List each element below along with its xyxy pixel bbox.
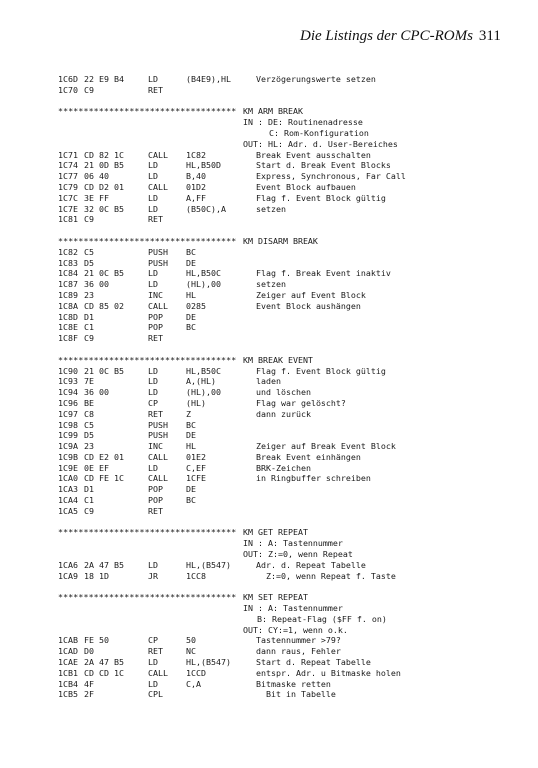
code-line <box>0 679 538 690</box>
comment: Break Event ausschalten <box>256 149 371 160</box>
address: 1CAD <box>58 646 78 657</box>
blank-line <box>0 225 538 236</box>
opcode-bytes: CD E2 01 <box>84 451 124 462</box>
separator-stars: *********************************** <box>58 527 237 538</box>
operand: C,EF <box>186 462 206 473</box>
separator-stars: *********************************** <box>58 592 237 603</box>
code-line <box>0 409 538 420</box>
mnemonic: POP <box>148 495 163 506</box>
opcode-bytes: 22 E9 B4 <box>84 74 124 84</box>
operand: A,FF <box>186 192 206 203</box>
opcode-bytes: CD CD 1C <box>84 667 124 678</box>
code-line <box>0 376 538 387</box>
comment: Start d. Repeat Tabelle <box>256 657 371 668</box>
parameter-text: IN : DE: Routinenadresse <box>243 117 363 128</box>
mnemonic: CALL <box>148 451 168 462</box>
blank-line <box>0 581 538 592</box>
mnemonic: CALL <box>148 667 168 678</box>
operand: HL <box>186 289 196 300</box>
address: 1CA3 <box>58 484 78 495</box>
opcode-bytes: C9 <box>84 505 94 516</box>
address: 1C87 <box>58 279 78 290</box>
address: 1C89 <box>58 289 78 300</box>
code-line <box>0 452 538 463</box>
mnemonic: LD <box>148 74 158 84</box>
operand: A,(HL) <box>186 376 216 387</box>
address: 1C74 <box>58 160 78 171</box>
code-line <box>0 247 538 258</box>
comment: in Ringbuffer schreiben <box>256 473 371 484</box>
code-line <box>0 366 538 377</box>
mnemonic: PUSH <box>148 430 168 441</box>
mnemonic: CP <box>148 397 158 408</box>
address: 1C83 <box>58 257 78 268</box>
code-line <box>0 657 538 668</box>
operand: DE <box>186 257 196 268</box>
code-line <box>0 635 538 646</box>
address: 1CAE <box>58 657 78 668</box>
parameter-info <box>0 139 538 150</box>
blank-line <box>0 96 538 107</box>
separator-stars: *********************************** <box>58 354 237 365</box>
opcode-bytes: 06 40 <box>84 171 109 182</box>
address: 1C8E <box>58 322 78 333</box>
code-line <box>0 193 538 204</box>
comment: Bitmaske retten <box>256 678 331 689</box>
header-title: Die Listings der CPC-ROMs <box>300 28 473 44</box>
assembly-listing <box>0 74 538 700</box>
operand: HL <box>186 441 196 452</box>
code-line <box>0 689 538 700</box>
mnemonic: LD <box>148 462 158 473</box>
section-title: KM DISARM BREAK <box>243 235 318 246</box>
mnemonic: RET <box>148 214 163 225</box>
opcode-bytes: 4F <box>84 678 94 689</box>
opcode-bytes: C5 <box>84 246 94 257</box>
operand: HL,(B547) <box>186 559 231 570</box>
address: 1CB5 <box>58 689 78 700</box>
operand: DE <box>186 311 196 322</box>
opcode-bytes: C9 <box>84 333 94 344</box>
code-line <box>0 74 538 85</box>
code-line <box>0 387 538 398</box>
comment: Start d. Break Event Blocks <box>256 160 391 171</box>
operand: Z <box>186 408 191 419</box>
address: 1C9B <box>58 451 78 462</box>
address: 1CA9 <box>58 570 78 581</box>
address: 1CA4 <box>58 495 78 506</box>
opcode-bytes: D5 <box>84 257 94 268</box>
blank-line <box>0 344 538 355</box>
opcode-bytes: D5 <box>84 430 94 441</box>
code-line <box>0 560 538 571</box>
code-line <box>0 214 538 225</box>
address: 1C9A <box>58 441 78 452</box>
mnemonic: RET <box>148 408 163 419</box>
mnemonic: LD <box>148 559 158 570</box>
operand: BC <box>186 419 196 430</box>
mnemonic: LD <box>148 192 158 203</box>
operand: (HL),00 <box>186 279 221 290</box>
operand: 0285 <box>186 300 206 311</box>
opcode-bytes: 36 00 <box>84 387 109 398</box>
parameter-text: OUT: HL: Adr. d. User-Bereiches <box>243 138 398 149</box>
address: 1C99 <box>58 430 78 441</box>
comment: dann raus, Fehler <box>256 646 341 657</box>
operand: 01D2 <box>186 181 206 192</box>
mnemonic: PUSH <box>148 246 168 257</box>
parameter-info <box>0 549 538 560</box>
section-header <box>0 236 538 247</box>
parameter-text: B: Repeat-Flag ($FF f. on) <box>257 613 387 624</box>
comment: Zeiger auf Break Event Block <box>256 441 396 452</box>
comment: Tastennummer >79? <box>256 635 341 646</box>
opcode-bytes: 2F <box>84 689 94 700</box>
code-line <box>0 441 538 452</box>
code-line <box>0 322 538 333</box>
comment: und löschen <box>256 387 311 398</box>
code-line <box>0 182 538 193</box>
opcode-bytes: D1 <box>84 311 94 322</box>
address: 1C98 <box>58 419 78 430</box>
comment: Event Block aushängen <box>256 300 361 311</box>
comment: laden <box>256 376 281 387</box>
code-line <box>0 495 538 506</box>
operand: DE <box>186 430 196 441</box>
opcode-bytes: C1 <box>84 495 94 506</box>
code-line <box>0 668 538 679</box>
mnemonic: LD <box>148 268 158 279</box>
code-line <box>0 473 538 484</box>
parameter-text: C: Rom-Konfiguration <box>269 127 369 138</box>
section-title: KM BREAK EVENT <box>243 354 313 365</box>
code-line <box>0 420 538 431</box>
mnemonic: POP <box>148 484 163 495</box>
code-line <box>0 333 538 344</box>
operand: 01E2 <box>186 451 206 462</box>
address: 1CA0 <box>58 473 78 484</box>
operand: (HL),00 <box>186 387 221 398</box>
separator-stars: *********************************** <box>58 235 237 246</box>
opcode-bytes: CD FE 1C <box>84 473 124 484</box>
opcode-bytes: CD D2 01 <box>84 181 124 192</box>
address: 1CB4 <box>58 678 78 689</box>
mnemonic: RET <box>148 646 163 657</box>
page-number: 311 <box>478 28 501 44</box>
opcode-bytes: C1 <box>84 322 94 333</box>
mnemonic: CPL <box>148 689 163 700</box>
operand: 1CC8 <box>186 570 206 581</box>
mnemonic: POP <box>148 322 163 333</box>
section-title: KM ARM BREAK <box>243 106 303 117</box>
operand: C,A <box>186 678 201 689</box>
comment: Adr. d. Repeat Tabelle <box>256 559 366 570</box>
operand: (B50C),A <box>186 203 226 214</box>
opcode-bytes: 21 0D B5 <box>84 160 124 171</box>
comment: Bit in Tabelle <box>256 689 336 700</box>
comment: entspr. Adr. u Bitmaske holen <box>256 667 401 678</box>
comment: Event Block aufbauen <box>256 181 356 192</box>
code-line <box>0 268 538 279</box>
section-header <box>0 527 538 538</box>
mnemonic: LD <box>148 376 158 387</box>
operand: BC <box>186 246 196 257</box>
mnemonic: LD <box>148 657 158 668</box>
operand: HL,B50D <box>186 160 221 171</box>
address: 1C96 <box>58 397 78 408</box>
mnemonic: RET <box>148 84 163 95</box>
parameter-info <box>0 625 538 636</box>
mnemonic: PUSH <box>148 257 168 268</box>
opcode-bytes: 36 00 <box>84 279 109 290</box>
address: 1C79 <box>58 181 78 192</box>
address: 1C81 <box>58 214 78 225</box>
mnemonic: CALL <box>148 300 168 311</box>
parameter-info <box>0 117 538 128</box>
comment: dann zurück <box>256 408 311 419</box>
operand: HL,B50C <box>186 268 221 279</box>
operand: HL,B50C <box>186 365 221 376</box>
opcode-bytes: C9 <box>84 84 94 95</box>
address: 1CA5 <box>58 505 78 516</box>
opcode-bytes: 2A 47 B5 <box>84 559 124 570</box>
mnemonic: LD <box>148 160 158 171</box>
operand: BC <box>186 322 196 333</box>
operand: 1CCD <box>186 667 206 678</box>
address: 1C8A <box>58 300 78 311</box>
operand: B,40 <box>186 171 206 182</box>
comment: setzen <box>256 279 286 290</box>
mnemonic: LD <box>148 203 158 214</box>
opcode-bytes: 0E EF <box>84 462 109 473</box>
code-line <box>0 398 538 409</box>
parameter-text: OUT: Z:=0, wenn Repeat <box>243 549 353 560</box>
mnemonic: CALL <box>148 473 168 484</box>
address: 1C8D <box>58 311 78 322</box>
parameter-info <box>0 614 538 625</box>
mnemonic: CALL <box>148 149 168 160</box>
mnemonic: LD <box>148 365 158 376</box>
address: 1C90 <box>58 365 78 376</box>
parameter-text: IN : A: Tastennummer <box>243 603 343 614</box>
opcode-bytes: 23 <box>84 289 94 300</box>
code-line <box>0 160 538 171</box>
address: 1C82 <box>58 246 78 257</box>
operand: HL,(B547) <box>186 657 231 668</box>
comment: Verzögerungswerte setzen <box>256 74 376 84</box>
mnemonic: PUSH <box>148 419 168 430</box>
comment: Flag war gelöscht? <box>256 397 346 408</box>
comment: Express, Synchronous, Far Call <box>256 171 406 182</box>
opcode-bytes: 32 0C B5 <box>84 203 124 214</box>
opcode-bytes: C9 <box>84 214 94 225</box>
code-line <box>0 430 538 441</box>
opcode-bytes: 2A 47 B5 <box>84 657 124 668</box>
opcode-bytes: 18 1D <box>84 570 109 581</box>
mnemonic: RET <box>148 505 163 516</box>
parameter-info <box>0 603 538 614</box>
code-line <box>0 646 538 657</box>
code-line <box>0 171 538 182</box>
opcode-bytes: 3E FF <box>84 192 109 203</box>
mnemonic: JR <box>148 570 158 581</box>
comment: Z:=0, wenn Repeat f. Taste <box>256 570 396 581</box>
mnemonic: RET <box>148 333 163 344</box>
separator-stars: *********************************** <box>58 106 237 117</box>
opcode-bytes: 21 0C B5 <box>84 268 124 279</box>
comment: Zeiger auf Event Block <box>256 289 366 300</box>
address: 1C6D <box>58 74 78 84</box>
address: 1CB1 <box>58 667 78 678</box>
section-header <box>0 106 538 117</box>
parameter-info <box>0 538 538 549</box>
code-line <box>0 204 538 215</box>
address: 1CA6 <box>58 559 78 570</box>
comment: Break Event einhängen <box>256 451 361 462</box>
code-line <box>0 150 538 161</box>
address: 1C93 <box>58 376 78 387</box>
address: 1C7E <box>58 203 78 214</box>
parameter-text: IN : A: Tastennummer <box>243 538 343 549</box>
parameter-info <box>0 128 538 139</box>
opcode-bytes: CD 82 1C <box>84 149 124 160</box>
mnemonic: CP <box>148 635 158 646</box>
address: 1C94 <box>58 387 78 398</box>
code-line <box>0 484 538 495</box>
opcode-bytes: FE 50 <box>84 635 109 646</box>
opcode-bytes: C5 <box>84 419 94 430</box>
opcode-bytes: D0 <box>84 646 94 657</box>
operand: NC <box>186 646 196 657</box>
code-line <box>0 301 538 312</box>
operand: (B4E9),HL <box>186 74 231 84</box>
address: 1CAB <box>58 635 78 646</box>
code-line <box>0 571 538 582</box>
code-line <box>0 506 538 517</box>
code-line <box>0 463 538 474</box>
comment: Flag f. Event Block gültig <box>256 365 386 376</box>
opcode-bytes: 21 0C B5 <box>84 365 124 376</box>
opcode-bytes: 7E <box>84 376 94 387</box>
comment: BRK-Zeichen <box>256 462 311 473</box>
operand: 1CFE <box>186 473 206 484</box>
code-line <box>0 290 538 301</box>
section-title: KM GET REPEAT <box>243 527 308 538</box>
mnemonic: LD <box>148 279 158 290</box>
mnemonic: INC <box>148 441 163 452</box>
address: 1C70 <box>58 84 78 95</box>
mnemonic: LD <box>148 678 158 689</box>
opcode-bytes: C8 <box>84 408 94 419</box>
comment: Flag f. Event Block gültig <box>256 192 386 203</box>
address: 1C71 <box>58 149 78 160</box>
address: 1C9E <box>58 462 78 473</box>
mnemonic: LD <box>148 387 158 398</box>
code-line <box>0 85 538 96</box>
page-header <box>300 28 504 48</box>
address: 1C77 <box>58 171 78 182</box>
mnemonic: LD <box>148 171 158 182</box>
code-line <box>0 312 538 323</box>
operand: BC <box>186 495 196 506</box>
section-title: KM SET REPEAT <box>243 592 308 603</box>
operand: DE <box>186 484 196 495</box>
comment: Flag f. Break Event inaktiv <box>256 268 391 279</box>
operand: (HL) <box>186 397 206 408</box>
section-header <box>0 355 538 366</box>
parameter-text: OUT: CY:=1, wenn o.k. <box>243 624 348 635</box>
opcode-bytes: 23 <box>84 441 94 452</box>
address: 1C97 <box>58 408 78 419</box>
comment: setzen <box>256 203 286 214</box>
code-line <box>0 258 538 269</box>
opcode-bytes: CD 85 02 <box>84 300 124 311</box>
code-line <box>0 279 538 290</box>
operand: 1C82 <box>186 149 206 160</box>
mnemonic: POP <box>148 311 163 322</box>
operand: 50 <box>186 635 196 646</box>
opcode-bytes: BE <box>84 397 94 408</box>
section-header <box>0 592 538 603</box>
address: 1C84 <box>58 268 78 279</box>
mnemonic: CALL <box>148 181 168 192</box>
blank-line <box>0 517 538 528</box>
address: 1C8F <box>58 333 78 344</box>
mnemonic: INC <box>148 289 163 300</box>
opcode-bytes: D1 <box>84 484 94 495</box>
address: 1C7C <box>58 192 78 203</box>
